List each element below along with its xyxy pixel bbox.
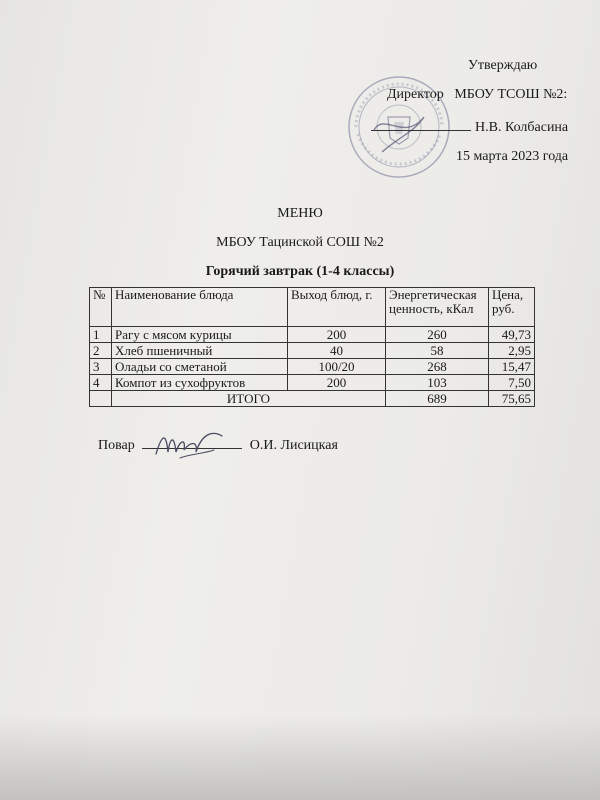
row-energy: 58 [386, 343, 489, 359]
row-num: 2 [90, 343, 112, 359]
table-row [90, 343, 535, 359]
header-output: Выход блюд, г. [288, 288, 386, 327]
director-label: Директор [387, 87, 444, 102]
paper-shadow [0, 715, 600, 800]
header-num: № [90, 288, 112, 327]
table-row [90, 359, 535, 375]
approval-director-line [387, 87, 567, 103]
table-row [90, 375, 535, 391]
row-name: Оладьи со сметаной [112, 359, 288, 375]
row-price: 49,73 [489, 327, 535, 343]
menu-table [89, 287, 535, 407]
header-price: Цена, руб. [489, 288, 535, 327]
director-signature-blank [371, 118, 471, 131]
approval-signature-line [371, 118, 568, 136]
total-energy: 689 [386, 391, 489, 407]
row-price: 7,50 [489, 375, 535, 391]
school-name: МБОУ Тацинской СОШ №2 [216, 235, 384, 250]
total-num-cell [90, 391, 112, 407]
table-row [90, 327, 535, 343]
header-energy: Энергетическая ценность, кКал [386, 288, 489, 327]
cook-handwritten-signature [150, 424, 230, 464]
row-num: 1 [90, 327, 112, 343]
row-output: 100/20 [288, 359, 386, 375]
row-output: 200 [288, 327, 386, 343]
table-total-row [90, 391, 535, 407]
cook-label: Повар [98, 438, 135, 453]
director-name: Н.В. Колбасина [475, 120, 569, 135]
row-energy: 260 [386, 327, 489, 343]
approval-title: Утверждаю [468, 58, 538, 73]
row-name: Хлеб пшеничный [112, 343, 288, 359]
meal-title: Горячий завтрак (1-4 классы) [205, 264, 395, 279]
row-output: 40 [288, 343, 386, 359]
row-num: 3 [90, 359, 112, 375]
row-energy: 103 [386, 375, 489, 391]
document-title: МЕНЮ [277, 206, 323, 221]
row-price: 2,95 [489, 343, 535, 359]
row-energy: 268 [386, 359, 489, 375]
row-name: Компот из сухофруктов [112, 375, 288, 391]
row-name: Рагу с мясом курицы [112, 327, 288, 343]
table-header-row [90, 288, 535, 327]
approval-school: МБОУ ТСОШ №2: [454, 87, 568, 102]
total-price: 75,65 [489, 391, 535, 407]
row-price: 15,47 [489, 359, 535, 375]
approval-date: 15 марта 2023 года [456, 149, 569, 164]
cook-name: О.И. Лисицкая [249, 438, 338, 453]
row-output: 200 [288, 375, 386, 391]
total-label: ИТОГО [112, 391, 386, 407]
row-num: 4 [90, 375, 112, 391]
header-name: Наименование блюда [112, 288, 288, 327]
